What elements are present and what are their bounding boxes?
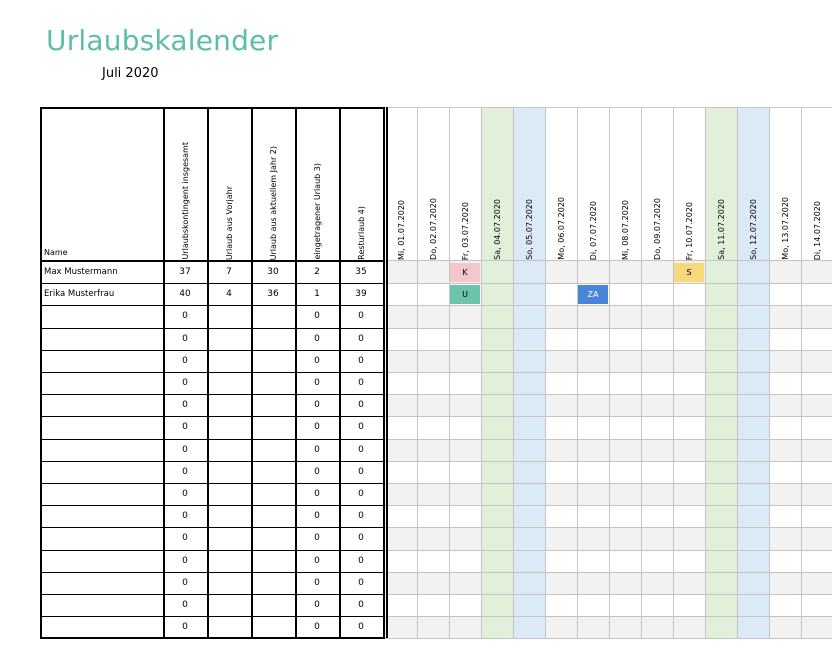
day-header [705, 108, 737, 260]
day-header-label: Mi, 01.07.2020 [396, 199, 406, 260]
row-divider [385, 638, 832, 639]
value-cell[interactable]: 0 [314, 355, 320, 366]
day-header [577, 108, 609, 260]
value-cell[interactable]: 0 [182, 489, 188, 499]
column-divider [383, 107, 385, 638]
value-cell[interactable]: 0 [182, 333, 188, 344]
value-cell[interactable]: 39 [355, 289, 367, 300]
value-cell[interactable]: 0 [358, 466, 364, 477]
value-cell[interactable]: 0 [314, 466, 320, 477]
column-divider [339, 107, 341, 638]
row-divider [40, 328, 385, 329]
day-header [385, 108, 417, 260]
value-cell[interactable]: 0 [358, 533, 364, 544]
value-cell[interactable]: 0 [182, 466, 188, 477]
row-divider [40, 572, 385, 573]
day-divider [545, 107, 546, 638]
row-divider [40, 350, 385, 351]
value-cell[interactable]: 0 [358, 400, 364, 411]
value-cell[interactable]: 0 [358, 378, 364, 388]
column-header [207, 108, 251, 260]
value-cell[interactable]: 0 [314, 333, 320, 344]
value-cell[interactable]: 0 [314, 444, 320, 455]
value-cell[interactable]: 0 [182, 533, 188, 544]
value-cell[interactable]: 0 [314, 400, 320, 411]
value-cell[interactable]: 0 [358, 577, 364, 588]
value-cell[interactable]: 0 [182, 444, 188, 455]
value-cell[interactable]: 0 [358, 311, 364, 322]
value-cell[interactable]: 0 [314, 511, 320, 522]
day-divider [737, 107, 738, 638]
value-cell[interactable]: 1 [314, 289, 320, 300]
day-divider [417, 107, 418, 638]
day-header [737, 108, 769, 260]
value-cell[interactable]: 4 [226, 289, 232, 300]
day-divider [673, 107, 674, 638]
day-header-label: Sa, 04.07.2020 [492, 199, 502, 260]
column-header [295, 108, 339, 260]
day-header-label: Mi, 08.07.2020 [620, 199, 630, 260]
row-divider [40, 594, 385, 595]
row-divider [40, 305, 385, 306]
value-cell[interactable]: 0 [314, 378, 320, 388]
name-column-header: Name [44, 248, 68, 257]
day-divider [481, 107, 482, 638]
row-divider [40, 637, 385, 639]
row-divider [40, 283, 385, 284]
value-cell[interactable]: 0 [358, 422, 364, 433]
value-cell[interactable]: 0 [182, 311, 188, 322]
value-cell[interactable]: 30 [267, 267, 279, 277]
absence-mark[interactable]: S [674, 263, 704, 282]
day-header-label: Do, 09.07.2020 [652, 198, 662, 260]
day-divider [577, 107, 578, 638]
column-header-label: Resturlaub 4) [356, 206, 366, 260]
day-header-label: Fr, 10.07.2020 [684, 201, 694, 260]
value-cell[interactable]: 36 [267, 289, 279, 300]
value-cell[interactable]: 0 [182, 577, 188, 588]
value-cell[interactable]: 0 [314, 600, 320, 610]
column-header-label: Urlaubskontingent insgesamt [180, 142, 190, 260]
column-divider [207, 107, 209, 638]
value-cell[interactable]: 0 [314, 555, 320, 566]
column-divider [163, 107, 165, 638]
day-header [417, 108, 449, 260]
day-header [641, 108, 673, 260]
day-divider [801, 107, 802, 638]
value-cell[interactable]: 0 [314, 533, 320, 544]
value-cell[interactable]: 37 [179, 267, 191, 277]
column-divider [295, 107, 297, 638]
month-label: Juli 2020 [102, 66, 159, 81]
row-divider [40, 616, 385, 617]
row-divider [40, 505, 385, 506]
day-header-label: Fr, 03.07.2020 [460, 201, 470, 260]
day-divider [609, 107, 610, 638]
day-header [801, 108, 832, 260]
value-cell[interactable]: 7 [226, 267, 232, 277]
value-cell[interactable]: 0 [314, 489, 320, 499]
value-cell[interactable]: 0 [358, 600, 364, 610]
day-header [449, 108, 481, 260]
column-divider [251, 107, 253, 638]
column-header-label: Urlaub aus aktuellem Jahr 2) [268, 145, 278, 260]
day-divider [641, 107, 642, 638]
value-cell[interactable]: 40 [179, 289, 191, 300]
day-header-label: So, 12.07.2020 [748, 199, 758, 260]
row-divider [40, 527, 385, 528]
employee-name[interactable]: Erika Musterfrau [44, 289, 115, 300]
row-divider [40, 461, 385, 462]
day-header [545, 108, 577, 260]
column-header [163, 108, 207, 260]
value-cell[interactable]: 0 [358, 622, 364, 633]
day-header-label: Di, 07.07.2020 [588, 200, 598, 260]
value-cell[interactable]: 0 [182, 511, 188, 522]
column-header-label: eingetragener Urlaub 3) [312, 163, 322, 260]
value-cell[interactable]: 0 [182, 555, 188, 566]
value-cell[interactable]: 35 [355, 267, 367, 277]
value-cell[interactable]: 0 [358, 444, 364, 455]
value-cell[interactable]: 0 [358, 555, 364, 566]
day-header [673, 108, 705, 260]
row-divider [40, 550, 385, 551]
day-header [769, 108, 801, 260]
row-divider [40, 394, 385, 395]
row-divider [40, 483, 385, 484]
value-cell[interactable]: 0 [182, 400, 188, 411]
employee-name[interactable]: Max Mustermann [44, 267, 118, 277]
value-cell[interactable]: 0 [182, 600, 188, 610]
day-header-label: Do, 02.07.2020 [428, 198, 438, 260]
column-header-label: Urlaub aus Vorjahr [224, 185, 234, 260]
row-divider [40, 372, 385, 373]
day-divider [705, 107, 706, 638]
header-bottom-border [40, 260, 385, 262]
value-cell[interactable]: 2 [314, 267, 320, 277]
day-header-label: So, 05.07.2020 [524, 199, 534, 260]
value-cell[interactable]: 0 [182, 422, 188, 433]
value-cell[interactable]: 0 [358, 489, 364, 499]
value-cell[interactable]: 0 [182, 378, 188, 388]
column-divider [40, 107, 42, 638]
day-header-label: Di, 14.07.2020 [812, 200, 822, 260]
value-cell[interactable]: 0 [314, 622, 320, 633]
absence-mark[interactable]: ZA [578, 285, 608, 304]
value-cell[interactable]: 0 [358, 355, 364, 366]
row-divider [40, 416, 385, 417]
column-header [339, 108, 383, 260]
value-cell[interactable]: 0 [358, 333, 364, 344]
row-divider [40, 439, 385, 440]
day-header [481, 108, 513, 260]
day-divider [513, 107, 514, 638]
value-cell[interactable]: 0 [358, 511, 364, 522]
absence-mark[interactable]: K [450, 263, 480, 282]
day-header-label: Mo, 06.07.2020 [556, 197, 566, 260]
table-top-border [40, 107, 385, 109]
absence-mark[interactable]: U [450, 285, 480, 304]
day-divider [449, 107, 450, 638]
value-cell[interactable]: 0 [314, 577, 320, 588]
column-header [251, 108, 295, 260]
value-cell[interactable]: 0 [314, 422, 320, 433]
day-header-label: Sa, 11.07.2020 [716, 199, 726, 260]
column-divider [386, 107, 388, 638]
value-cell[interactable]: 0 [182, 355, 188, 366]
day-divider [769, 107, 770, 638]
day-header [513, 108, 545, 260]
value-cell[interactable]: 0 [314, 311, 320, 322]
day-header-label: Mo, 13.07.2020 [780, 197, 790, 260]
day-header [609, 108, 641, 260]
value-cell[interactable]: 0 [182, 622, 188, 633]
page-title: Urlaubskalender [46, 24, 279, 57]
